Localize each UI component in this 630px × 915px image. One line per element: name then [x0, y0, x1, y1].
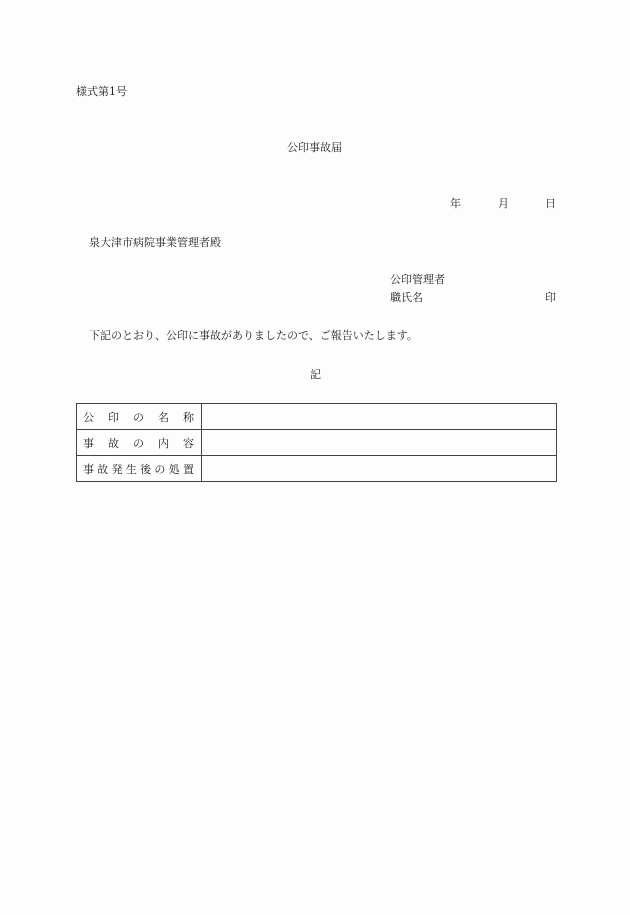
sender-name-label: 職氏名: [390, 291, 423, 304]
date-day-label: 日: [545, 197, 556, 210]
body-text: 下記のとおり、公印に事故がありましたので、ご報告いたします。: [89, 329, 418, 342]
row-label-incident-details: 事故の内容: [77, 430, 202, 456]
document-title: 公印事故届: [287, 141, 342, 154]
row-value-incident-details[interactable]: [202, 430, 557, 456]
table-row: [77, 404, 557, 430]
details-table: [76, 403, 557, 482]
date-month-label: 月: [498, 197, 509, 210]
row-label-post-incident-action: 事故発生後の処置: [77, 456, 202, 482]
table-row: [77, 456, 557, 482]
row-label-seal-name: 公印の名称: [77, 404, 202, 430]
addressee: 泉大津市病院事業管理者殿: [89, 236, 221, 249]
seal-mark: 印: [545, 291, 556, 304]
date-year-label: 年: [450, 197, 461, 210]
form-number: 様式第1号: [76, 85, 127, 98]
table-row: [77, 430, 557, 456]
sender-role: 公印管理者: [390, 273, 445, 286]
row-value-seal-name[interactable]: [202, 404, 557, 430]
ki-heading: 記: [310, 368, 321, 381]
row-value-post-incident-action[interactable]: [202, 456, 557, 482]
